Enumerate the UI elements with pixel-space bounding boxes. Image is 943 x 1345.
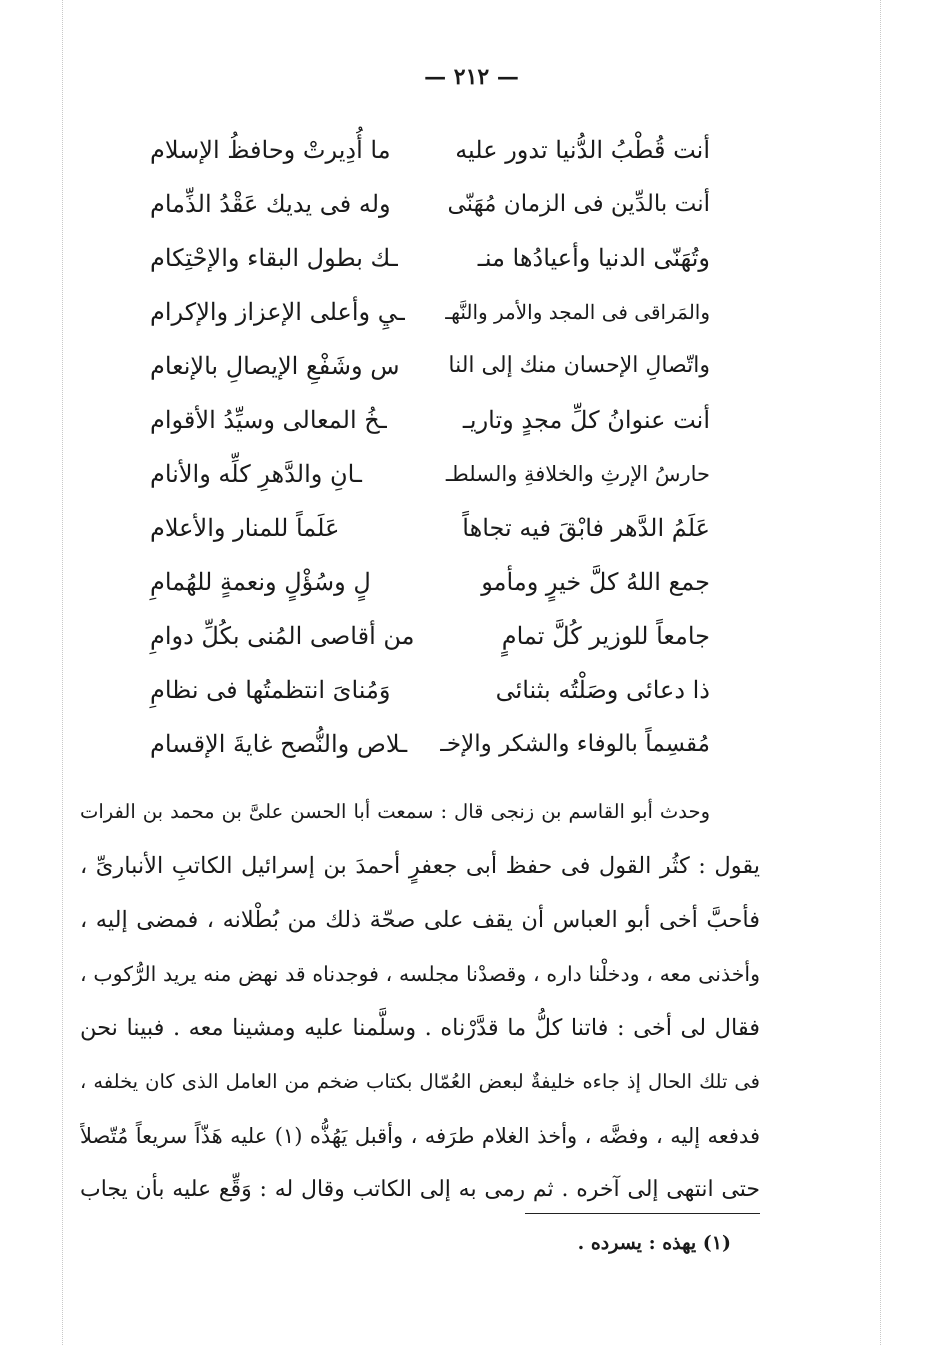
verse-second-hemistich: لٍ وسُؤْلٍ ونعمةٍ للهُمامِ [150,568,371,596]
prose-line: فأحبَّ أخى أبو العباس أن يقف على صحّة ذلك من بُطْلانه ، فمضى إليه ، [80,907,760,933]
margin-guide-right [880,0,881,1345]
verse-first-hemistich: ذا دعائى وصَلْتُه بثنائى [495,676,710,704]
poem-verse [150,616,710,666]
prose-line: يقول : كثُر القول فى حفظ أبى جعفرٍ أحمدَ بن إسرائيل الكاتبِ الأنبارىِّ ، [80,853,760,879]
verse-second-hemistich: وَمُناىَ انتظمتُها فى نظامِ [150,676,391,704]
prose-line: فقال لى أخى : فاتنا كلُّ ما قدَّرْناه . وسلَّمنا عليه ومشينا معه . فبينا نحن [80,1015,760,1041]
verse-second-hemistich: عَلَماً للمنار والأعلام [150,514,340,542]
prose-line: حتى انتهى إلى آخره . ثم رمى به إلى الكاتب وقال له : وَقِّع عليه بأن يجاب [80,1177,760,1202]
verse-second-hemistich: ـانِ والدَّهرِ كلِّه والأنام [150,460,362,488]
verse-first-hemistich: أنت قُطْبُ الدُّنيا تدور عليه [455,136,710,164]
verse-second-hemistich: ما أُدِيرتْ وحافظُ الإسلام [150,136,391,164]
verse-second-hemistich: س وشَفْعِ الإيصالِ بالإنعام [150,352,400,380]
page-number: — ٢١٢ — [424,64,519,90]
verse-first-hemistich: واتّصالِ الإحسان منك إلى النا [448,353,710,378]
verse-second-hemistich: ـلاص والنُّصح غايةَ الإقسام [150,730,408,758]
verse-first-hemistich: وتُهَنّى الدنيا وأعيادُها منـ [477,244,710,272]
verse-second-hemistich: من أقاصى المُنى بكُلِّ دوامِ [150,622,415,650]
prose-line: فدفعه إليه ، وفضَّه ، وأخذ الغلام طرَفه ، وأقبل يَهُذُّه (١) عليه هَذّاً سريعاً مُتّصلاً [80,1124,760,1148]
verse-first-hemistich: أنت بالدِّين فى الزمان مُهَنّى [447,191,710,217]
verse-first-hemistich: جامعاً للوزير كُلَّ تمامٍ [501,622,710,650]
footnote: (١) يهذه : يسرده . [577,1232,731,1254]
prose-line: وحدث أبو القاسم بن زنجى قال : سمعت أبا الحسن علىَّ بن محمد بن الفرات [80,800,710,823]
verse-first-hemistich: والمَراقى فى المجد والأمر والنَّهـ [445,300,710,324]
footnote-divider [525,1213,760,1214]
poem-verse [150,130,710,180]
poem-verse [150,454,710,504]
verse-first-hemistich: مُقسِماً بالوفاء والشكر والإخـ [440,731,710,757]
poem-verse [150,562,710,612]
poem-verse [150,292,710,342]
poem-verse [150,400,710,450]
poem-verse [150,670,710,720]
poem-verse [150,346,710,396]
verse-second-hemistich: ـخُ المعالى وسيِّدُ الأقوام [150,406,387,434]
verse-second-hemistich: ـيِ وأعلى الإعزاز والإكرام [150,298,405,326]
verse-first-hemistich: حارسُ الإرثِ والخلافةِ والسلطـ [445,462,710,486]
verse-second-hemistich: وله فى يديك عَقْدُ الذِّمام [150,190,391,218]
prose-paragraph [80,785,760,1217]
verse-first-hemistich: جمع اللهُ كلَّ خيرٍ ومأمو [481,568,710,596]
margin-guide-left [62,0,63,1345]
poem-verse [150,238,710,288]
poem-verse [150,724,710,774]
verse-first-hemistich: عَلَمُ الدَّهر فابْقَ فيه تجاهاً [462,514,710,542]
verse-second-hemistich: ـك بطول البقاء والإحْتِكام [150,244,398,272]
poem-verse [150,508,710,558]
poem-verse [150,184,710,234]
prose-line: فى تلك الحال إذ جاءه خليفةٌ لبعض العُمّال بكتاب ضخم من العامل الذى كان يخلفه ، [80,1070,760,1093]
verse-first-hemistich: أنت عنوانُ كلِّ مجدٍ وتاريـ [462,406,710,434]
prose-line: وأخذنى معه ، ودخلْنا داره ، وقصدْنا مجلسه ، فوجدناه قد نهض منه يريد الرُّكوب ، [80,962,760,986]
